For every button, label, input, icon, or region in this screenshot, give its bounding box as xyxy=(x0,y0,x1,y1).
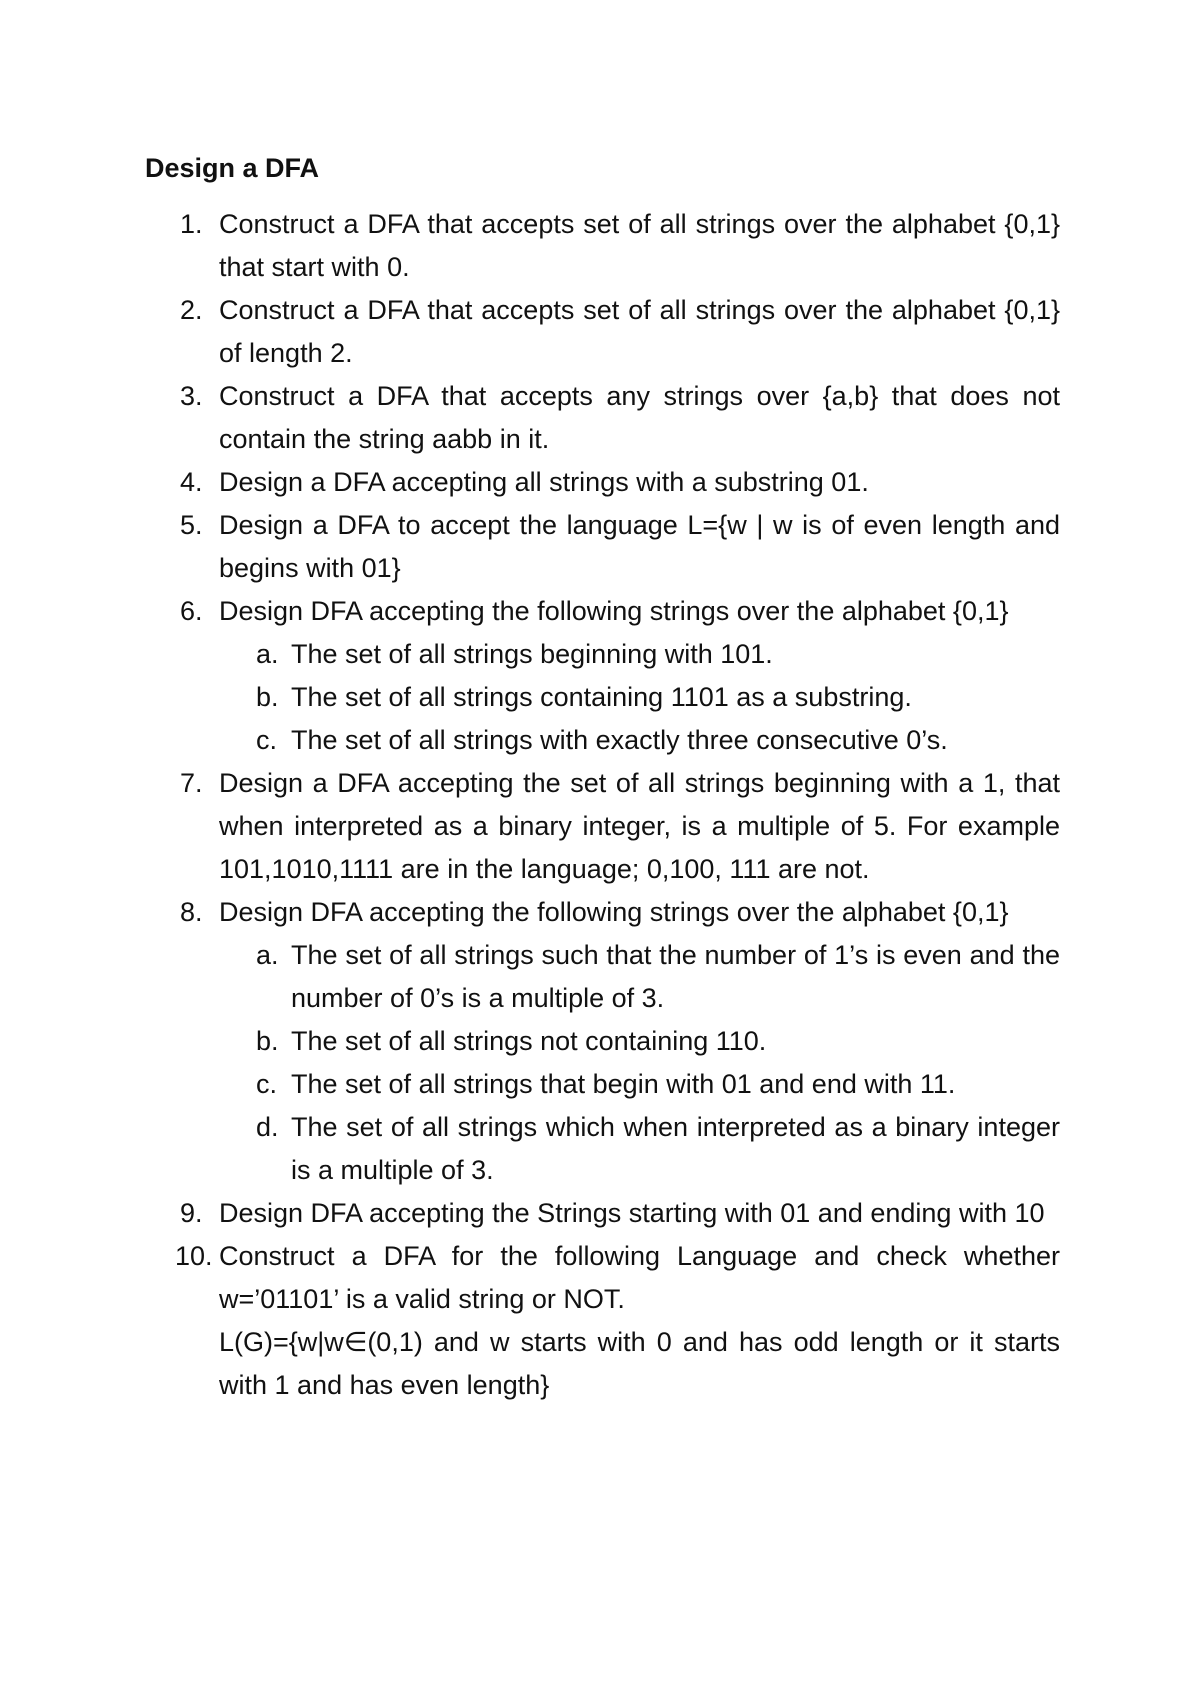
question-item-3 xyxy=(0,375,1060,461)
question-text: Design DFA accepting the following strings over the alphabet {0,1} xyxy=(219,596,1009,626)
sub-question-item xyxy=(219,1106,1060,1192)
question-number: 2. xyxy=(180,295,203,325)
question-number: 1. xyxy=(180,209,203,239)
question-text: Construct a DFA that accepts set of all strings over the alphabet {0,1} of length 2. xyxy=(219,295,1060,368)
sub-question-list xyxy=(219,633,1060,762)
sub-question-item xyxy=(219,1063,1060,1106)
question-text: Design a DFA to accept the language L={w | w is of even length and begins with 01} xyxy=(219,510,1060,583)
sub-question-letter: b. xyxy=(256,682,279,712)
sub-question-item xyxy=(219,719,1060,762)
question-item-9 xyxy=(0,1192,1060,1235)
sub-question-text: The set of all strings not containing 110. xyxy=(291,1026,767,1056)
sub-question-item xyxy=(219,633,1060,676)
question-number: 9. xyxy=(180,1198,203,1228)
question-number: 4. xyxy=(180,467,203,497)
question-text: Design DFA accepting the Strings starting with 01 and ending with 10 xyxy=(219,1198,1045,1228)
sub-question-letter: c. xyxy=(256,1069,278,1099)
question-text: Design DFA accepting the following strings over the alphabet {0,1} xyxy=(219,897,1009,927)
sub-question-text: The set of all strings which when interpreted as a binary integer is a multiple of 3. xyxy=(291,1112,1060,1185)
question-text: Construct a DFA for the following Language and check whether w=’01101’ is a valid string or NOT. xyxy=(219,1241,1060,1314)
question-text: Design a DFA accepting all strings with a substring 01. xyxy=(219,467,869,497)
sub-question-letter: c. xyxy=(256,725,278,755)
question-item-4 xyxy=(0,461,1060,504)
question-number: 6. xyxy=(180,596,203,626)
language-definition: L(G)={w|w∈(0,1) and w starts with 0 and has odd length or it starts with 1 and has even length} xyxy=(219,1327,1060,1400)
question-list xyxy=(0,203,1200,1407)
question-text: Construct a DFA that accepts any strings over {a,b} that does not contain the string aabb in it. xyxy=(219,381,1060,454)
sub-question-text: The set of all strings containing 1101 as a substring. xyxy=(291,682,912,712)
sub-question-item xyxy=(219,676,1060,719)
sub-question-item xyxy=(219,1020,1060,1063)
question-text: Design a DFA accepting the set of all strings beginning with a 1, that when interpreted as a binary integer, is a multiple of 5. For example 101,1010,1111 are in the language; 0,100, 111 are not. xyxy=(219,768,1060,884)
question-text: Construct a DFA that accepts set of all strings over the alphabet {0,1} that start with 0. xyxy=(219,209,1060,282)
sub-question-letter: a. xyxy=(256,639,279,669)
question-number: 5. xyxy=(180,510,203,540)
sub-question-letter: b. xyxy=(256,1026,279,1056)
sub-question-item xyxy=(219,934,1060,1020)
question-item-2 xyxy=(0,289,1060,375)
sub-question-text: The set of all strings beginning with 101. xyxy=(291,639,773,669)
question-item-6 xyxy=(0,590,1060,762)
question-number: 8. xyxy=(180,897,203,927)
sub-question-letter: d. xyxy=(256,1112,279,1142)
question-item-8 xyxy=(0,891,1060,1192)
document-title: Design a DFA xyxy=(145,153,320,183)
question-item-7 xyxy=(0,762,1060,891)
sub-question-list xyxy=(219,934,1060,1192)
question-number: 7. xyxy=(180,768,203,798)
sub-question-text: The set of all strings with exactly three consecutive 0’s. xyxy=(291,725,948,755)
question-item-5 xyxy=(0,504,1060,590)
question-item-1 xyxy=(0,203,1060,289)
sub-question-letter: a. xyxy=(256,940,279,970)
question-number: 10. xyxy=(175,1241,213,1271)
sub-question-text: The set of all strings such that the number of 1’s is even and the number of 0’s is a multiple of 3. xyxy=(291,940,1060,1013)
question-item-10 xyxy=(0,1235,1060,1407)
question-number: 3. xyxy=(180,381,203,411)
sub-question-text: The set of all strings that begin with 01 and end with 11. xyxy=(291,1069,956,1099)
